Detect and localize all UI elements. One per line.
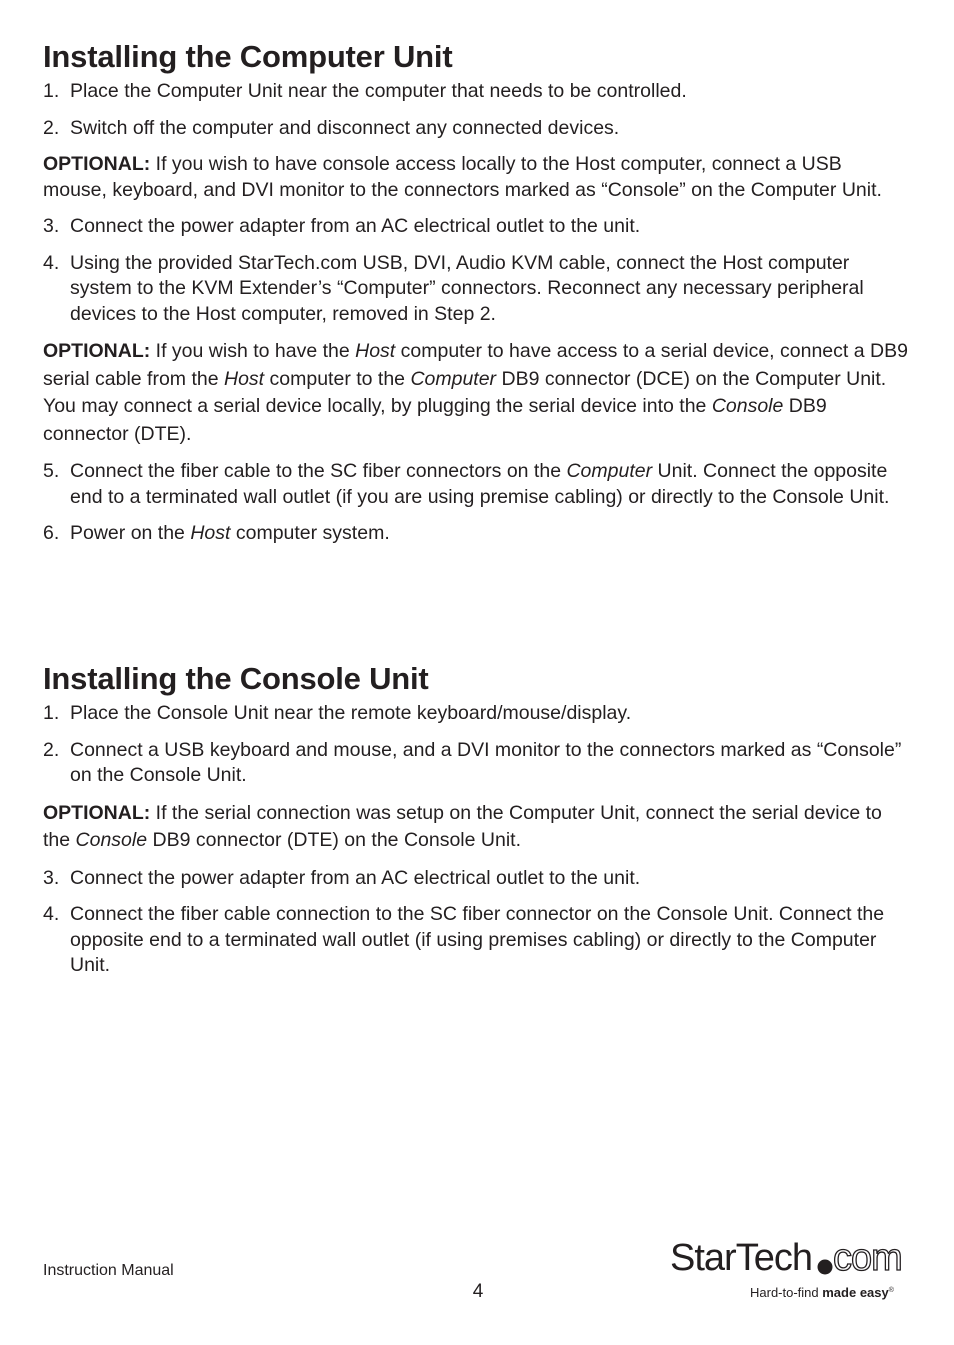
section-title-computer-unit: Installing the Computer Unit — [43, 39, 453, 74]
step-number: 1. — [43, 702, 60, 724]
optional-text: DB9 connector (DTE) on the Console Unit. — [147, 829, 521, 851]
list-item — [43, 79, 909, 105]
list-item — [43, 738, 909, 789]
list-item — [43, 521, 909, 547]
computer-steps-list-a — [43, 79, 909, 141]
step-number: 5. — [43, 460, 60, 482]
footer-manual-label: Instruction Manual — [43, 1262, 174, 1279]
logo-brand-text: StarTech — [670, 1237, 812, 1279]
optional-text: If the serial connection was setup on the Computer Unit, connect the serial device to the — [43, 801, 882, 851]
content — [43, 38, 909, 976]
step-text: Connect a USB keyboard and mouse, and a DVI monitor to the connectors marked as “Console” on the Console Unit. — [70, 738, 902, 786]
step-text: Using the provided StarTech.com USB, DVI, Audio KVM cable, connect the Host computer system to the KVM Extender’s “Computer” connectors. Reconnect any necessary peripheral devices to the Host computer, removed in Step 2. — [70, 251, 864, 325]
step-text: computer system. — [230, 522, 390, 544]
optional-text: DB9 connector (DCE) on the Computer Unit. You may connect a serial device locally, by plugging the serial device into the — [43, 367, 887, 417]
optional-text: If you wish to have console access locally to the Host computer, connect a USB mouse, keyboard, and DVI monitor to the connectors marked as “Console” on the Computer Unit. — [43, 153, 882, 201]
step-text: Place the Console Unit near the remote keyboard/mouse/display. — [70, 702, 632, 724]
optional-text: computer to the — [264, 367, 411, 390]
step-number: 4. — [43, 251, 60, 274]
step-number: 2. — [43, 738, 60, 761]
step-number: 3. — [43, 215, 60, 237]
logo-tagline-a: Hard-to-find — [750, 1285, 823, 1300]
step-text: Connect the power adapter from an AC electrical outlet to the unit. — [70, 215, 641, 237]
emphasis-computer: Computer — [566, 460, 653, 482]
emphasis-host: Host — [190, 522, 231, 544]
optional-note-console — [43, 152, 909, 203]
optional-label: OPTIONAL: — [43, 801, 151, 824]
section-title-console-unit: Installing the Console Unit — [43, 661, 429, 696]
logo-dot-icon — [818, 1260, 833, 1275]
emphasis-host: Host — [224, 367, 265, 390]
list-item — [43, 902, 909, 979]
step-text: Place the Computer Unit near the computer that needs to be controlled. — [70, 80, 687, 102]
optional-label: OPTIONAL: — [43, 340, 151, 362]
console-steps-list-a — [43, 701, 909, 789]
logo-tagline — [750, 1285, 895, 1300]
step-text: Switch off the computer and disconnect any connected devices. — [70, 116, 620, 139]
optional-text: If you wish to have the — [150, 340, 356, 362]
step-number: 3. — [43, 866, 60, 889]
step-number: 6. — [43, 522, 60, 544]
emphasis-computer: Computer — [410, 367, 497, 390]
step-text: Connect the fiber cable to the SC fiber connectors on the — [70, 460, 567, 482]
computer-steps-list-c — [43, 459, 909, 547]
emphasis-console: Console — [711, 395, 784, 417]
step-text: Unit. Connect the opposite end to a terminated wall outlet (if you are using premise cabling) or directly to the Console Unit. — [70, 460, 890, 508]
console-steps-list-b — [43, 866, 909, 979]
optional-note-serial-console — [43, 800, 909, 855]
list-item — [43, 116, 909, 142]
list-item — [43, 251, 909, 328]
step-number: 2. — [43, 116, 60, 139]
section-console-unit — [43, 660, 909, 990]
step-text: Power on the — [70, 522, 191, 544]
step-number: 1. — [43, 80, 60, 102]
page-number: 4 — [472, 1281, 484, 1302]
list-item — [43, 459, 909, 510]
logo-registered-mark: ® — [888, 1287, 894, 1294]
list-item — [43, 701, 909, 727]
optional-note-serial — [43, 338, 909, 448]
list-item — [43, 866, 909, 892]
list-item — [43, 214, 909, 240]
emphasis-console: Console — [75, 829, 148, 851]
logo-com-text: com — [833, 1237, 902, 1279]
startech-logo — [668, 1228, 914, 1304]
optional-text: computer to have access to a serial device, connect a DB9 serial cable from the — [43, 340, 908, 390]
step-number: 4. — [43, 903, 60, 925]
logo-tagline-b: made easy — [822, 1285, 889, 1300]
step-text: Connect the fiber cable connection to the SC fiber connector on the Console Unit. Connect the opposite end to a terminated wall outlet (if using premises cabling) or directly to the Computer Unit. — [70, 903, 885, 976]
optional-label: OPTIONAL: — [43, 153, 151, 175]
computer-steps-list-b — [43, 214, 909, 327]
optional-text: DB9 connector (DTE). — [43, 395, 827, 445]
step-text: Connect the power adapter from an AC electrical outlet to the unit. — [70, 866, 641, 889]
emphasis-host: Host — [355, 340, 396, 362]
